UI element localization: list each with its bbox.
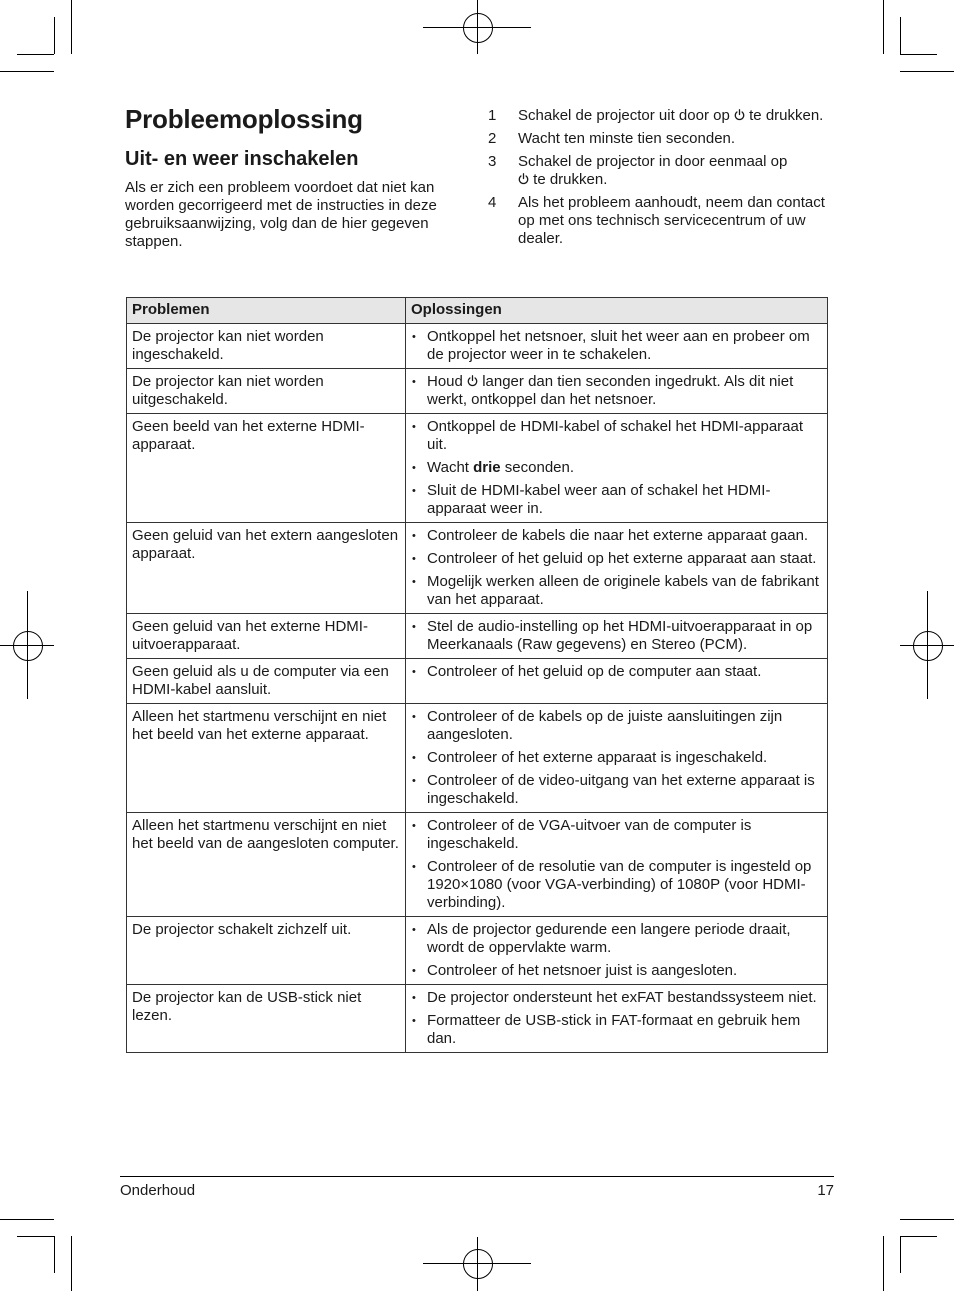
solution-item: • De projector ondersteunt het exFAT bestandssysteem niet. <box>411 989 822 1007</box>
solutions-cell <box>406 659 828 704</box>
crop-mark <box>900 54 937 55</box>
column-header-problems: Problemen <box>127 298 406 324</box>
crop-mark <box>900 17 901 54</box>
problem-cell: Geen geluid van het extern aangesloten apparaat. <box>127 523 406 614</box>
footer-divider <box>120 1176 834 1177</box>
crop-mark <box>54 17 55 54</box>
problem-cell: Alleen het startmenu verschijnt en niet het beeld van de aangesloten computer. <box>127 813 406 917</box>
problem-cell: De projector kan de USB-stick niet lezen. <box>127 985 406 1053</box>
step-text: Schakel de projector uit door op te drukken. <box>518 107 824 124</box>
problem-cell: Geen geluid als u de computer via een HDMI-kabel aansluit. <box>127 659 406 704</box>
solutions-cell <box>406 414 828 523</box>
solutions-cell <box>406 704 828 813</box>
crop-mark <box>0 71 54 72</box>
registration-mark <box>423 1237 531 1291</box>
solution-item: • Controleer de kabels die naar het externe apparaat gaan. <box>411 527 822 545</box>
registration-mark <box>423 0 531 54</box>
crop-mark <box>900 71 954 72</box>
power-icon <box>518 173 529 185</box>
step-number: 3 <box>488 153 497 170</box>
table-row <box>127 414 828 523</box>
step-text: Als het probleem aanhoudt, neem dan contact op met ons technisch servicecentrum of uw dealer. <box>518 194 825 247</box>
solutions-cell <box>406 985 828 1053</box>
crop-mark <box>900 1219 954 1220</box>
intro-paragraph: Als er zich een probleem voordoet dat niet kan worden gecorrigeerd met de instructies in deze gebruiksaanwijzing, volg dan de hier gegeven stappen. <box>125 179 437 250</box>
problem-cell: Alleen het startmenu verschijnt en niet het beeld van het externe apparaat. <box>127 704 406 813</box>
solution-item: • Ontkoppel de HDMI-kabel of schakel het HDMI-apparaat uit. <box>411 418 822 454</box>
page-title: Probleemoplossing <box>125 104 363 134</box>
step-number: 1 <box>488 107 497 124</box>
solution-item: • Controleer of het netsnoer juist is aangesloten. <box>411 962 822 980</box>
column-header-solutions: Oplossingen <box>406 298 828 324</box>
step-number: 4 <box>488 194 497 211</box>
crop-mark <box>17 54 54 55</box>
table-row <box>127 985 828 1053</box>
solution-item: • Controleer of de video-uitgang van het externe apparaat is ingeschakeld. <box>411 772 822 808</box>
solutions-cell <box>406 324 828 369</box>
crop-mark <box>900 1236 937 1237</box>
solution-item: • Controleer of de VGA-uitvoer van de computer is ingeschakeld. <box>411 817 822 853</box>
step-item <box>488 130 833 148</box>
page-number: 17 <box>817 1182 834 1199</box>
table-row <box>127 704 828 813</box>
solution-item: • Sluit de HDMI-kabel weer aan of schakel het HDMI-apparaat weer in. <box>411 482 822 518</box>
solution-item: • Controleer of de resolutie van de computer is ingesteld op 1920×1080 (voor VGA-verbinding) of 1080P (voor HDMI-verbinding). <box>411 858 822 912</box>
power-icon <box>734 109 745 121</box>
solutions-list <box>411 921 822 980</box>
table-row <box>127 324 828 369</box>
crop-mark <box>54 1236 55 1273</box>
step-item <box>488 153 833 189</box>
steps-list <box>488 107 833 253</box>
crop-mark <box>900 1236 901 1273</box>
step-item <box>488 194 833 248</box>
table-row <box>127 369 828 414</box>
solutions-list <box>411 328 822 364</box>
problem-cell: De projector schakelt zichzelf uit. <box>127 917 406 985</box>
solutions-cell <box>406 369 828 414</box>
solution-item: • Stel de audio-instelling op het HDMI-uitvoerapparaat in op Meerkanaals (Raw gegevens) en Stereo (PCM). <box>411 618 822 654</box>
power-icon <box>467 375 478 387</box>
registration-mark <box>0 591 54 699</box>
solution-item: • Houd langer dan tien seconden ingedrukt. Als dit niet werkt, ontkoppel dan het netsnoer. <box>411 373 822 409</box>
solutions-list <box>411 527 822 609</box>
crop-mark <box>71 0 72 54</box>
crop-mark <box>17 1236 54 1237</box>
section-heading: Uit- en weer inschakelen <box>125 148 359 170</box>
solutions-list <box>411 663 822 681</box>
solution-item: • Controleer of het geluid op de computer aan staat. <box>411 663 822 681</box>
table-header-row <box>127 298 828 324</box>
table-row <box>127 813 828 917</box>
table-row <box>127 917 828 985</box>
problem-cell: De projector kan niet worden ingeschakeld. <box>127 324 406 369</box>
step-item <box>488 107 833 125</box>
solution-item: • Als de projector gedurende een langere periode draait, wordt de oppervlakte warm. <box>411 921 822 957</box>
step-number: 2 <box>488 130 497 147</box>
problem-cell: Geen beeld van het externe HDMI-apparaat. <box>127 414 406 523</box>
solution-item: • Controleer of het geluid op het externe apparaat aan staat. <box>411 550 822 568</box>
solutions-list <box>411 618 822 654</box>
footer-section-name: Onderhoud <box>120 1182 196 1199</box>
solutions-cell <box>406 813 828 917</box>
solutions-list <box>411 373 822 409</box>
problem-cell: Geen geluid van het externe HDMI-uitvoerapparaat. <box>127 614 406 659</box>
solution-item: • Controleer of de kabels op de juiste aansluitingen zijn aangesloten. <box>411 708 822 744</box>
solutions-cell <box>406 614 828 659</box>
solutions-cell <box>406 523 828 614</box>
step-text: Schakel de projector in door eenmaal op te drukken. <box>518 153 788 188</box>
solutions-list <box>411 708 822 808</box>
crop-mark <box>883 0 884 54</box>
solutions-list <box>411 817 822 912</box>
crop-mark <box>71 1236 72 1291</box>
crop-mark <box>883 1236 884 1291</box>
solution-item: • Controleer of het externe apparaat is ingeschakeld. <box>411 749 822 767</box>
table-row <box>127 614 828 659</box>
crop-mark <box>0 1219 54 1220</box>
step-text: Wacht ten minste tien seconden. <box>518 130 736 147</box>
table-row <box>127 523 828 614</box>
solution-item: • Wacht drie seconden. <box>411 459 822 477</box>
solution-item: • Formatteer de USB-stick in FAT-formaat en gebruik hem dan. <box>411 1012 822 1048</box>
problem-cell: De projector kan niet worden uitgeschakeld. <box>127 369 406 414</box>
solutions-cell <box>406 917 828 985</box>
solution-item: • Ontkoppel het netsnoer, sluit het weer aan en probeer om de projector weer in te schakelen. <box>411 328 822 364</box>
solutions-list <box>411 418 822 518</box>
solution-item: • Mogelijk werken alleen de originele kabels van de fabrikant van het apparaat. <box>411 573 822 609</box>
registration-mark <box>900 591 954 699</box>
table-row <box>127 659 828 704</box>
solutions-list <box>411 989 822 1048</box>
troubleshooting-table <box>126 297 828 1053</box>
